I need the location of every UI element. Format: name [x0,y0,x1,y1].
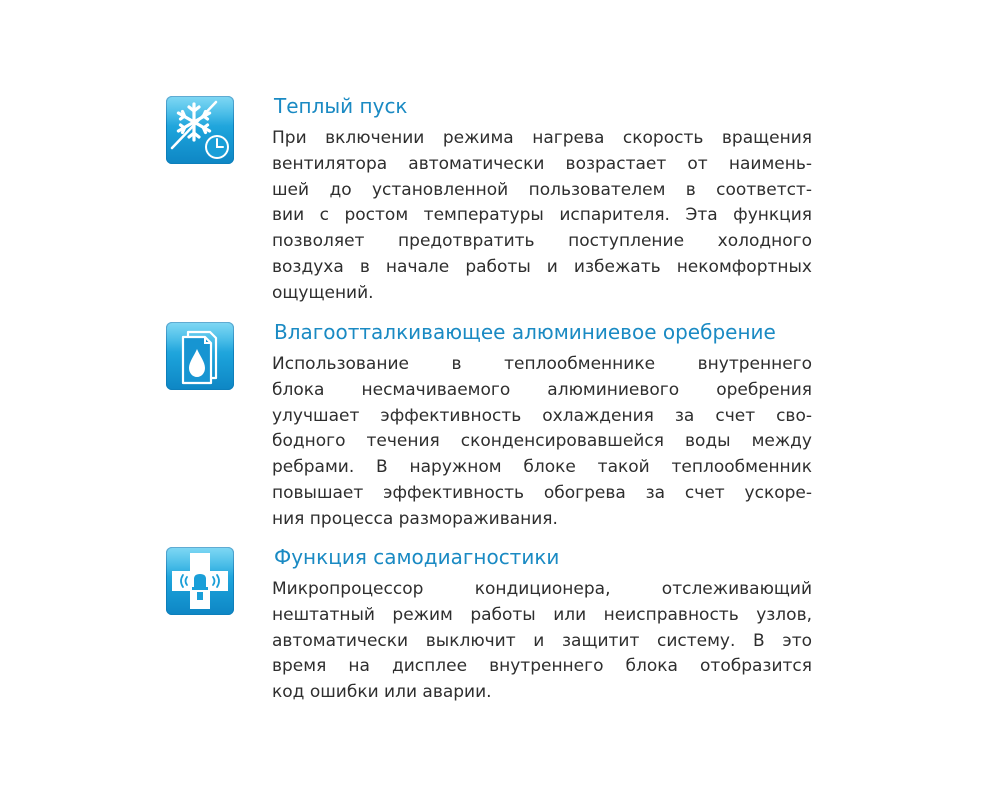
feature-title: Теплый пуск [274,94,408,118]
text-line: вии с ростом температуры испарителя. Эта функция [272,205,812,226]
text-line: ощущений. [272,282,374,303]
snowflake-clock-icon [166,96,234,164]
text-line: Использование в теплообменнике внутреннего [272,354,812,374]
text-line: код ошибки или аварии. [272,682,492,703]
feature-title: Функция самодиагностики [274,545,560,569]
text-line: воздуха в начале работы и избежать некомфортных [272,256,812,277]
text-line: автоматически выключит и защитит систему. В это [272,630,812,651]
text-line: ния процесса размораживания. [272,508,558,529]
medical-cross-alarm-icon [166,547,234,615]
text-line: вентилятора автоматически возрастает от наимень- [272,153,812,174]
water-drop-fins-icon [166,322,234,390]
text-line: улучшает эффективность охлаждения за счет сво- [272,405,812,426]
text-line: позволяет предотвратить поступление холодного [272,231,812,252]
text-line: время на дисплее внутреннего блока отобразится [272,656,812,677]
text-line: При включении режима нагрева скорость вращения [272,128,812,148]
feature-description [272,577,812,706]
text-line: блока несмачиваемого алюминиевого оребрения [272,379,812,400]
text-line: шей до установленной пользователем в соответст- [272,179,812,200]
text-line: нештатный режим работы или неисправность узлов, [272,604,812,625]
text-line: бодного течения сконденсировавшейся воды между [272,431,812,452]
text-line: ребрами. В наружном блоке такой теплообменник [272,457,812,478]
feature-description [272,352,812,533]
feature-title: Влагоотталкивающее алюминиевое оребрение [274,320,776,344]
feature-description [272,126,812,307]
text-line: повышает эффективность обогрева за счет ускоре- [272,482,812,503]
text-line: Микропроцессор кондиционера, отслеживающий [272,579,812,599]
